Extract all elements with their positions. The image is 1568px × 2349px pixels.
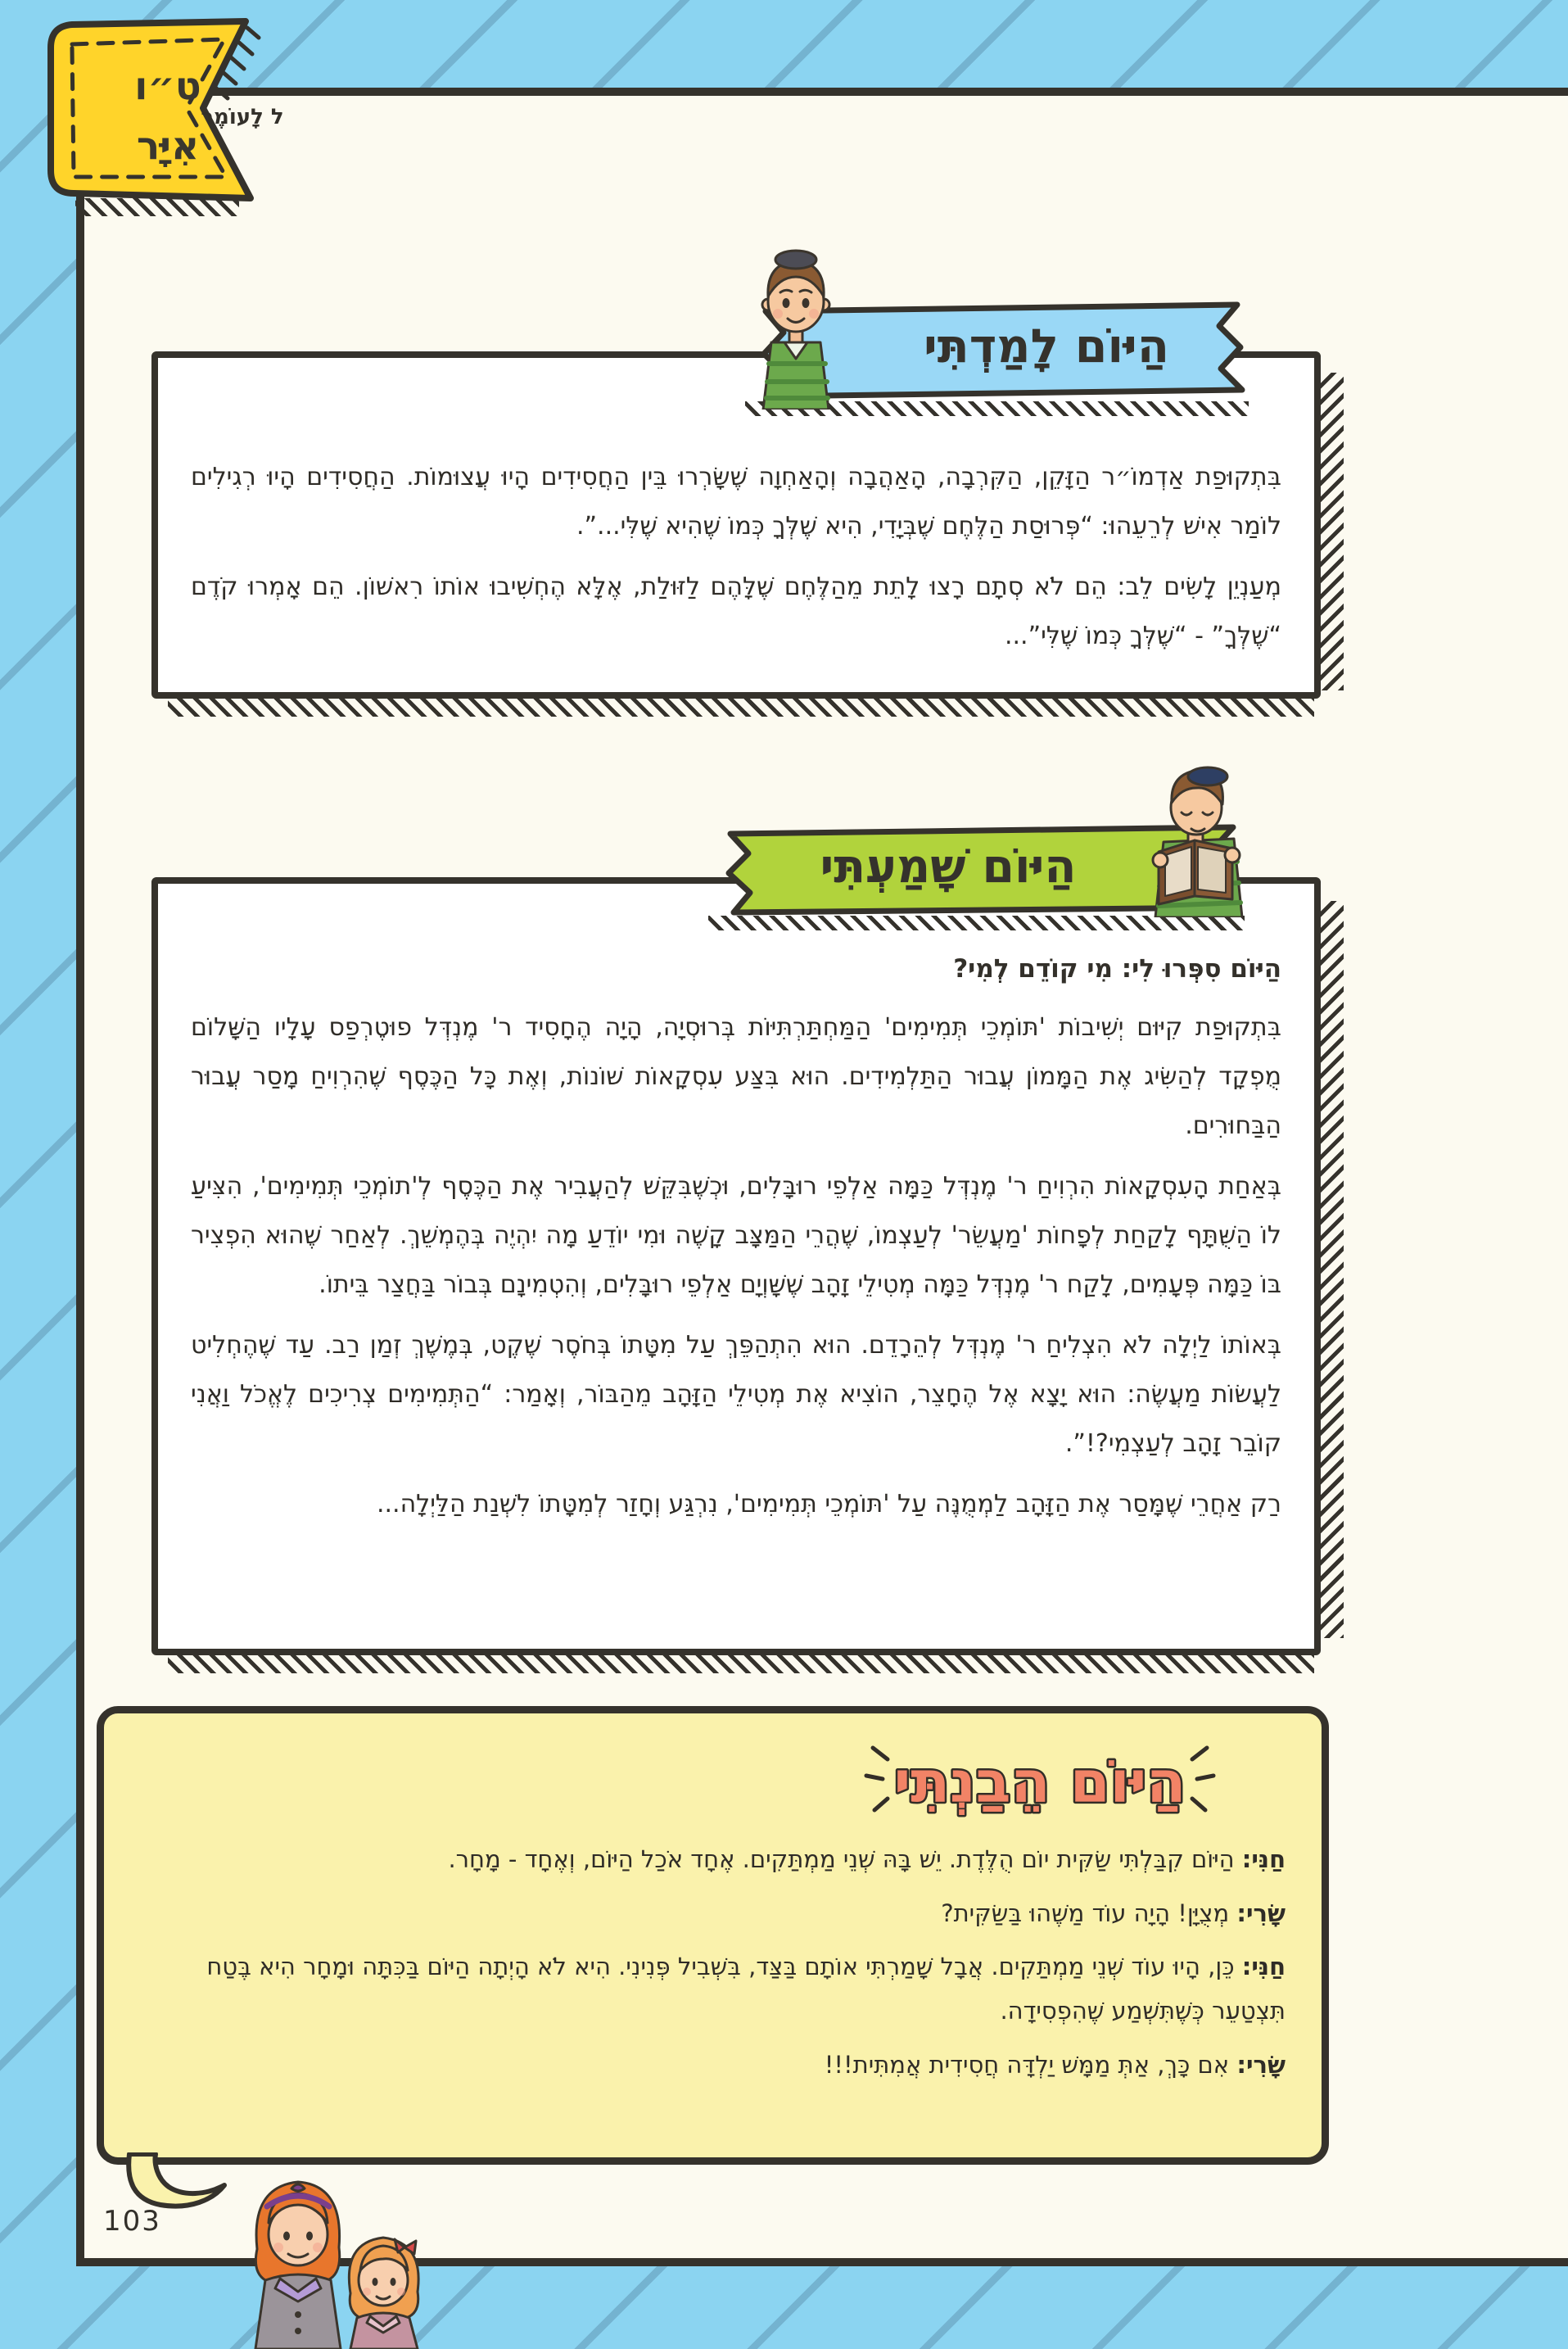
dialog-text: כֵּן, הָיוּ עוֹד שְׁנֵי מַמְתַּקִים. אֲבָל שָׁמַרְתִּי אוֹתָם בַּצַּד, בִּשְׁבִיל פְּנִינִי. הִיא לֹא הָיְתָה הַיּוֹם בַּכִּתָּה וּמָחָר הִיא בֶּטַח תִּצְטַעֵר כְּשֶׁתִּשְׁמַע שֶׁהִפְסִידָה. [206, 1953, 1286, 2025]
page-number: 103 [103, 2205, 161, 2238]
box-shadow-hatch [168, 1655, 1314, 1673]
speaker-name: חַנִּי: [1241, 1845, 1286, 1873]
story-paragraph: רַק אַחֲרֵי שֶׁמָּסַר אֶת הַזָּהָב לַמְמֻנֶּה עַל 'תּוֹמְכֵי תְּמִימִים', נִרְגַּע וְחָזַר לְמִטָּתוֹ לִשְׁנַת הַלַּיְלָה... [376, 1490, 1281, 1518]
girls-illustration [223, 2151, 444, 2349]
dialog-text: הַיּוֹם קִבַּלְתִּי שַׂקִּית יוֹם הֻלֶּדֶת. יֵשׁ בָּהּ שְׁנֵי מַמְתַּקִים. אֶחָד אֹכַל הַיּוֹם, וְאֶחָד - מָחָר. [448, 1845, 1235, 1873]
story-paragraph: בִּתְקוּפַת קִיּוּם יְשִׁיבוֹת 'תּוֹמְכֵי תְּמִימִים' הַמַּחְתַּרְתִּיּוֹת בְּרוּסְיָה, הָיָה הֶחָסִיד ר' מֶנְדְּל פוּטֶרְפַס עָלָיו הַשָּׁלוֹם מֻפְקָד לְהַשִּׂיג אֶת הַמָּמוֹן עֲבוּר הַתַּלְמִידִים. הוּא בִּצַּע עִסְקָאוֹת שׁוֹנוֹת, וְאֶת כָּל הַכֶּסֶף שֶׁהִרְוִיחַ מָסַר עֲבוּר הַבַּחוּרִים. [191, 1013, 1281, 1140]
heard-text-box [151, 877, 1321, 1655]
dialog-line [140, 1945, 1286, 2033]
speaker-name: שָׂרִי: [1236, 2050, 1286, 2079]
flag-date-line2: אִיָּר [136, 123, 200, 169]
dialog-line [140, 2043, 1286, 2088]
boy-reading-icon [1134, 757, 1265, 917]
omer-day-header: ל לָעוֹמֶר [201, 105, 284, 129]
story-heading: הַיּוֹם סִפְּרוּ לִי: מִי קוֹדֵם לְמִי? [953, 954, 1281, 984]
story-paragraph: בְּאוֹתוֹ לַיְלָה לֹא הִצְלִיחַ ר' מֶנְדְּל לְהֵרָדֵם. הוּא הִתְהַפֵּךְ עַל מִטָּתוֹ בְּחֹסֶר שֶׁקֶט, בְּמֶשֶׁךְ זְמַן רַב. עַד שֶׁהֶחְלִיט לַעֲשׂוֹת מַעֲשֶׂה: הוּא יָצָא אֶל הֶחָצֵר, הוֹצִיא אֶת מְטִילֵי הַזָּהָב מֵהַבּוֹר, וְאָמַר: “הַתְּמִימִים צְרִיכִים לֶאֱכֹל וַאֲנִי קוֹבֵר זָהָב לְעַצְמִי?!”. [191, 1331, 1281, 1458]
story-paragraph: בְּאַחַת הָעִסְקָאוֹת הִרְוִיחַ ר' מֶנְדְּל כַּמָּה אַלְפֵי רוּבָּלִים, וּכְשֶׁבִּקֵּשׁ לְהַעֲבִיר אֶת הַכֶּסֶף לְ'תוֹמְכֵי תְּמִימִים', הִצִּיעַ לוֹ הַשֻּׁתָּף לָקַחַת לְפָחוֹת 'מַעֲשֵׂר' לְעַצְמוֹ, שֶׁהֲרֵי הַמַּצָּב קָשֶׁה וּמִי יוֹדֵעַ מָה יִהְיֶה בְּהֶמְשֵׁךְ. לְאַחַר שֶׁהוּא הִפְצִיר בּוֹ כַּמָּה פְּעָמִים, לָקַח ר' מֶנְדְּל כַּמָּה מְטִילֵי זָהָב שֶׁשָּׁוְיָם אַלְפֵי רוּבָּלִים, וְהִטְמִינָם בְּבוֹר בַּחֲצַר בֵּיתוֹ. [191, 1172, 1281, 1299]
learned-paragraph: מְעַנְיֵן לָשִׂים לֵב: הֵם לֹא סְתָם רָצוּ לָתֵת מֵהַלֶּחֶם שֶׁלָּהֶם לַזּוּלַת, אֶלָּא הֶחְשִׁיבוּ אוֹתוֹ רִאשׁוֹן. הֵם אָמְרוּ קֹדֶם “שֶׁלְּךָ” - “שֶׁלְּךָ כְּמוֹ שֶׁלִּי”... [191, 573, 1281, 650]
dialog-text: אִם כָּךְ, אַתְּ מַמָּשׁ יַלְדָּה חֲסִידִית אֲמִתִּית!!! [824, 2050, 1230, 2079]
heard-banner-title: הַיּוֹם שָׁמַעְתִּי [820, 840, 1077, 894]
box-shadow-hatch [1321, 901, 1344, 1638]
boy-reading-illustration [1134, 757, 1265, 921]
sparkle-icon [1192, 1748, 1213, 1810]
learned-paragraph: בִּתְקוּפַת אַדְמוֹ״ר הַזָּקֵן, הַקִּרְבָה, הָאַהֲבָה וְהָאַחְוָה שֶׁשָּׂרְרוּ בֵּין הַחֲסִידִים הָיוּ עֲצוּמוֹת. הַחֲסִידִים הָיוּ רְגִילִים לוֹמַר אִישׁ לְרֵעֵהוּ: “פְּרוּסַת הַלֶּחֶם שֶׁבְּיָדִי, הִיא שֶׁלְּךָ כְּמוֹ שֶׁהִיא שֶׁלִּי...”. [191, 463, 1281, 541]
speaker-name: חַנִּי: [1241, 1953, 1286, 1981]
speaker-name: שָׂרִי: [1236, 1899, 1286, 1927]
dialog-line [140, 1892, 1286, 1936]
understood-title-art [860, 1723, 1220, 1846]
boy-learning-illustration [750, 234, 842, 413]
flag-bottom-hatch [75, 198, 239, 216]
understood-title: הַיּוֹם הֵבַנְתִּי [893, 1749, 1186, 1816]
box-shadow-hatch [168, 699, 1314, 717]
boy-face-icon [750, 234, 842, 410]
dialog-text: מְצֻיָּן! הָיָה עוֹד מַשֶּׁהוּ בַּשַּׂקִּית? [941, 1899, 1230, 1927]
sparkle-icon [866, 1748, 888, 1810]
dialog-list [140, 1838, 1286, 2087]
box-shadow-hatch [1321, 373, 1344, 690]
learned-banner-title: הַיּוֹם לָמַדְתִּי [924, 319, 1170, 373]
flag-date-line1: ט״ו [134, 64, 201, 109]
